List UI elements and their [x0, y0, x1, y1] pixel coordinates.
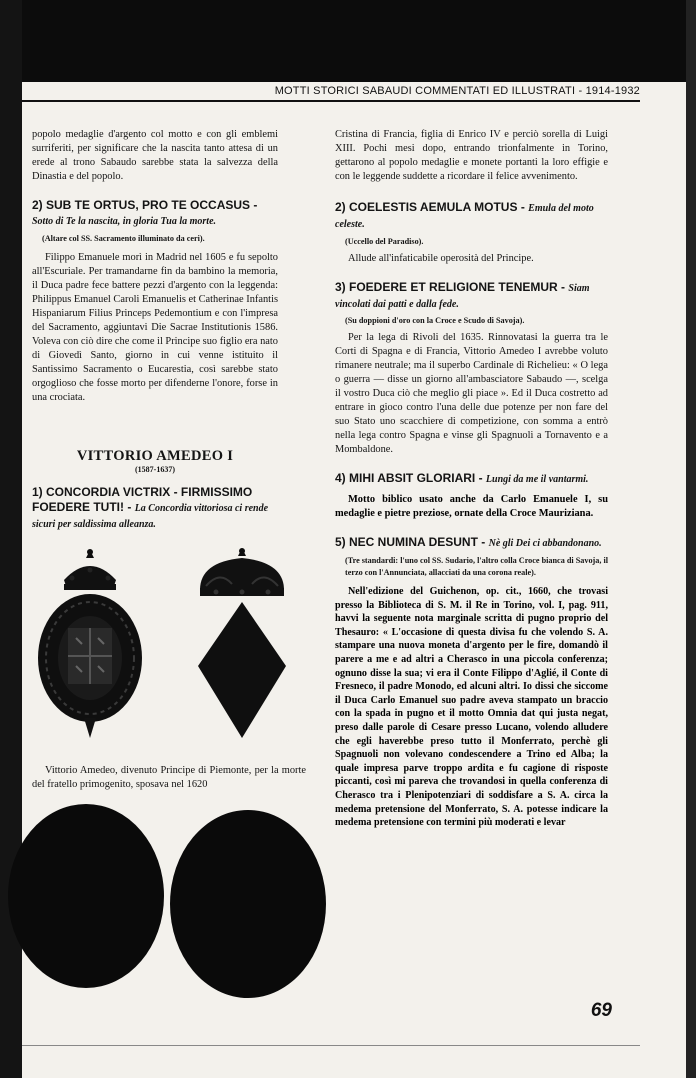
motto-translation: Nè gli Dei ci abbandonano.	[488, 538, 602, 549]
motto-heading: 5) NEC NUMINA DESUNT - Nè gli Dei ci abbandonano.	[335, 535, 602, 549]
medal-images	[0, 798, 330, 998]
motto-heading: 1) CONCORDIA VICTRIX - FIRMISSIMO FOEDERE TUTI! - La Concordia vittoriosa ci rende sicuri per saldissima alleanza.	[32, 485, 269, 530]
header-rule	[22, 100, 640, 102]
motto-note: (Tre standardi: l'uno col SS. Sudario, l'altro colla Croce bianca di Savoja, il terzo con l'Annunciata, allacciati da una corona reale).	[345, 556, 609, 577]
motto-note: (Altare col SS. Sacramento illuminato da ceri).	[42, 234, 205, 243]
motto-translation: Emula del moto celeste.	[335, 203, 594, 230]
caption-paragraph: Vittorio Amedeo, divenuto Principe di Piemonte, per la morte del fratello primogenito, sposava nel 1620	[32, 765, 306, 791]
paragraph: Nell'edizione del Guichenon, op. cit., 1660, che trovasi presso la Biblioteca di S. M. il Re in Torino, vol. I, pag. 911, havvi la seguente nota marginale scritta di pugno proprio del Thesauro: « L'occasione di questa divisa fu che volendo S. A. stampare una nuova moneta d'argento per le fire, domandò il parere a me e ad altri a Cherasco in una piccola conferenza; ognuno disse la sua; vi era il Conte Filippo d'Aglié, il Conte di Fresneco, il padre Monodo, ed alcuni altri. Io dissi che siccome il Duca Carlo Emanuel suo padre aveva stampato un braccio con la spada in pugno et il motto Omnia dat qui justa negat, preso dalle parole di Cesare presso Lucano, volendo alludere che egli haverebbe preso tutto il Monferrato, perchè gli Spagnuoli non volevano condescendere a Trino ed Alba; la quale impresa parve troppo ardita e fu cagione di risposte piccanti, così mi pareva che trovandosi in quella conferenza di Cherasco tra i Plenipotenziari di soddisfare a S. A. circa la medema pretensione del Monferrato, S. A. potesse indicare la medema pretensione con termini più moderati e levar	[335, 586, 608, 829]
paragraph: Allude all'infaticabile operosità del Principe.	[348, 253, 534, 264]
motto-note: (Uccello del Paradiso).	[345, 237, 424, 246]
motto-note: (Su doppioni d'oro con la Croce e Scudo di Savoja).	[345, 316, 525, 325]
right-column	[335, 128, 608, 830]
medal-icon	[8, 804, 164, 988]
motto-translation: La Concordia vittoriosa ci rende sicuri per saldissima alleanza.	[32, 503, 269, 530]
page-bottom-rule	[22, 1045, 640, 1046]
paragraph: Motto biblico usato anche da Carlo Emanuele I, su medaglie e pietre preziose, ornate della Croce Mauriziana.	[335, 494, 608, 519]
motto-heading: 3) FOEDERE ET RELIGIONE TENEMUR - Siam vincolati dai patti e dalla fede.	[335, 280, 590, 310]
motto-heading: 4) MIHI ABSIT GLORIARI - Lungi da me il vantarmi.	[335, 471, 589, 485]
left-column	[32, 128, 278, 532]
paragraph: Cristina di Francia, figlia di Enrico IV e perciò sorella di Luigi XIII. Pochi mesi dopo, entrando trionfalmente in Torino, gettarono al popolo medaglie e monete portanti la loro effigie e con le leggende suddette a ricordare il felice avvenimento.	[335, 129, 608, 182]
scan-dark-margin-right	[686, 0, 696, 1078]
motto-text: FOEDERE ET RELIGIONE TENEMUR	[349, 280, 558, 294]
paragraph: Per la lega di Rivoli del 1635. Rinnovatasi la guerra tra le Corti di Spagna e di Francia, Vittorio Amedeo I avrebbe voluto rimanere neutrale; ma il superbo Cardinale di Richelieu: « O lega o guerra — disse un giorno all'ambasciatore Sabaudo —, scelga il vostro Duca ciò che meglio gli piace ». Ed il Duca costretto ad entrare in gioco contro l'una delle due potenze per non fare del suo Stato uno scacchiere di competizione, con somma a entrò nella lega contro Spagna e vinse gli Spagnuoli a Tornavento e a Mombaldone.	[335, 332, 608, 455]
medal-icon	[170, 810, 326, 998]
chapter-years: (1587-1637)	[135, 465, 175, 474]
heraldic-emblems-illustration	[28, 548, 288, 748]
motto-translation: Lungi da me il vantarmi.	[485, 474, 589, 485]
page-number: 69	[590, 1000, 612, 1021]
motto-translation: Siam vincolati dai patti e dalla fede.	[335, 283, 590, 310]
running-header: MOTTI STORICI SABAUDI COMMENTATI ED ILLUSTRATI - 1914-1932	[274, 85, 640, 97]
motto-translation: Sotto di Te la nascita, in gloria Tua la morte.	[32, 216, 217, 227]
paragraph: popolo medaglie d'argento col motto e con gli emblemi surriferiti, per significare che la nascita tanto attesa di un erede al trono Sabaudo sarebbe stata la salvezza della Dinastia e del popolo.	[32, 129, 278, 182]
chapter-title: VITTORIO AMEDEO I	[76, 448, 234, 464]
diamond-crowned-shield-icon	[198, 548, 286, 738]
motto-text: CONCORDIA VICTRIX - FIRMISSIMO FOEDERE TUTI!	[32, 485, 253, 514]
motto-text: NEC NUMINA DESUNT	[349, 535, 478, 549]
paragraph: Filippo Emanuele morì in Madrid nel 1605 e fu sepolto all'Escuriale. Per tramandarne fin da bambino la memoria, il Duca padre fece battere pezzi d'argento con la leggenda: Philippus Emanuel Caroli Emanuelis et Catherinae Infantis Hispaniarum Filius Princeps Pedemontium e con l'impresa del Sacramento, aggiuntavi Die Sacrae Institutionis 1586. Voleva con ciò dire che come il Principe suo figlio era nato di Giovedì Santo, giorno in cui venne istituito il Santissimo Sacramento o Eucarestia, così sarebbe stato orgoglioso che fosse morto per difenderne l'onore, forse in una crociata.	[32, 252, 278, 403]
motto-text: SUB TE ORTUS, PRO TE OCCASUS	[46, 198, 251, 212]
oval-crowned-shield-icon	[38, 549, 142, 738]
scan-dark-margin-top	[0, 0, 696, 82]
motto-heading: 2) SUB TE ORTUS, PRO TE OCCASUS - Sotto di Te la nascita, in gloria Tua la morte.	[32, 198, 258, 227]
motto-text: MIHI ABSIT GLORIARI	[349, 471, 476, 485]
motto-text: COELESTIS AEMULA MOTUS	[349, 200, 518, 214]
motto-heading: 2) COELESTIS AEMULA MOTUS - Emula del moto celeste.	[335, 200, 594, 230]
